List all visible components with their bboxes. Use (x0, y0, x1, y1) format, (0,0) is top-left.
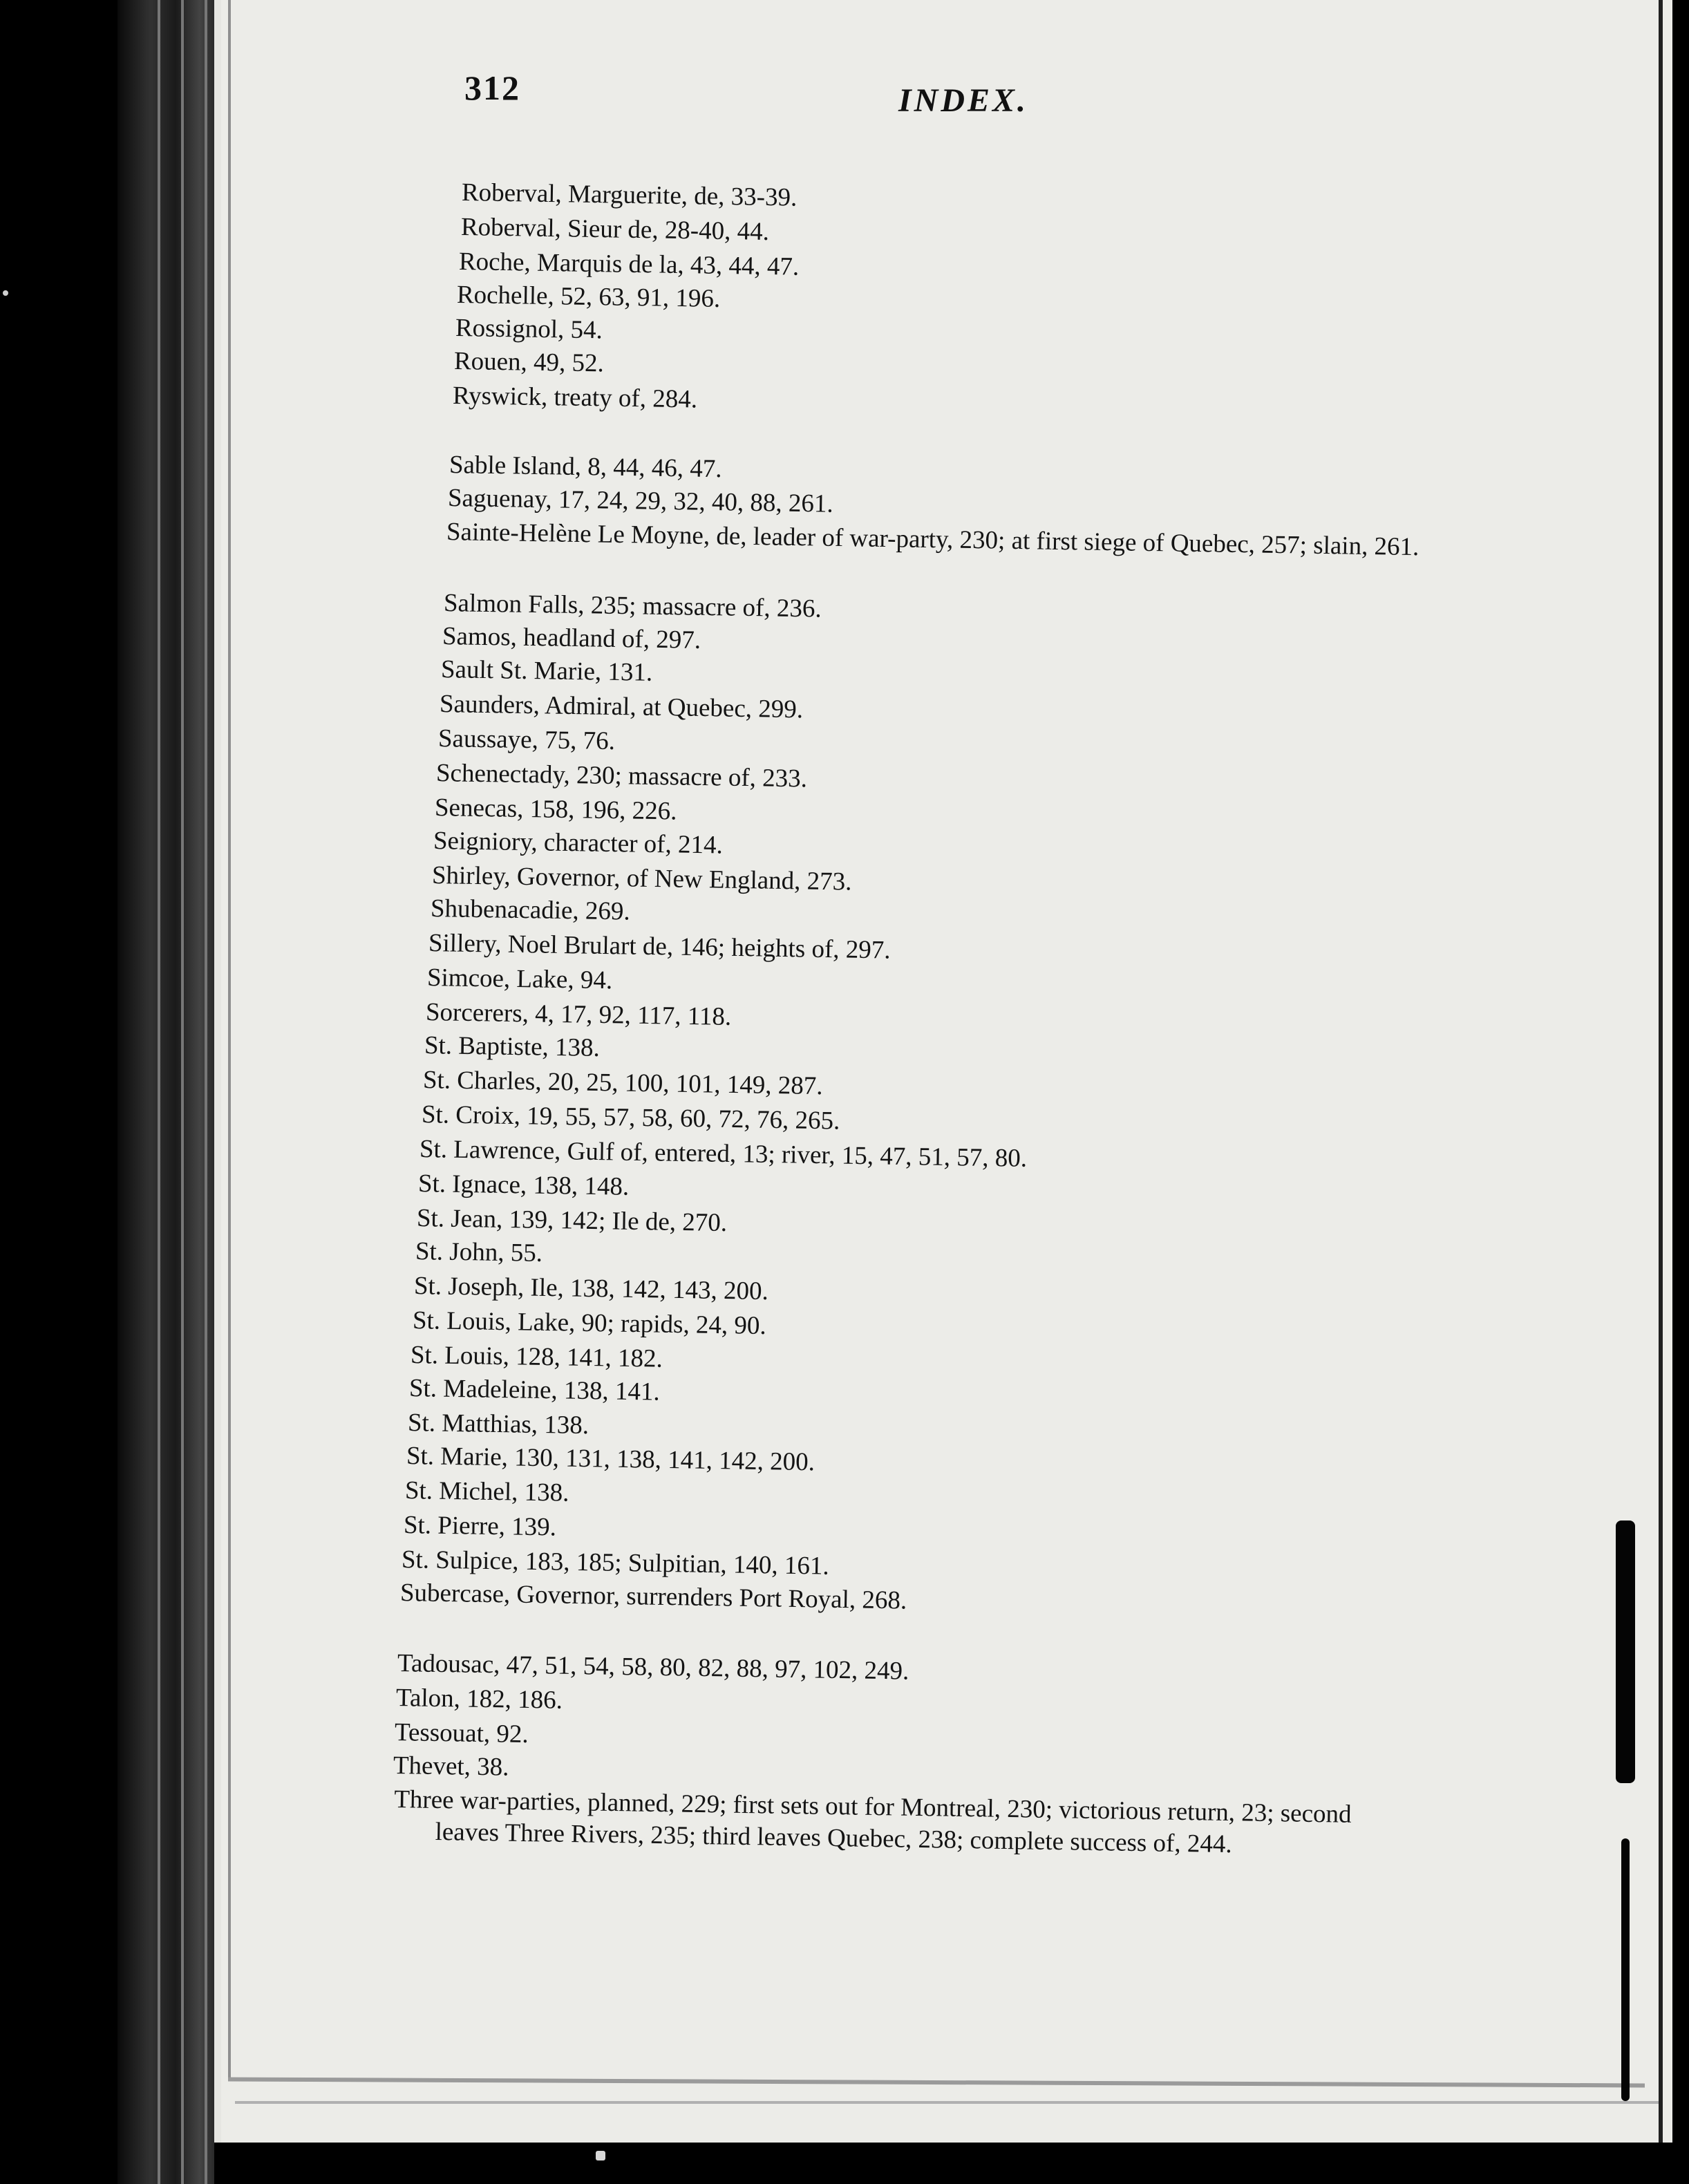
index-entry: Shubenacadie, 269. (430, 894, 631, 926)
index-entry: St. Lawrence, Gulf of, entered, 13; river, 15, 47, 51, 57, 80. (419, 1135, 1028, 1173)
index-entry: Simcoe, Lake, 94. (426, 963, 613, 995)
index-entry: Roche, Marquis de la, 43, 44, 47. (458, 247, 800, 281)
index-entry: Rochelle, 52, 63, 91, 196. (456, 281, 721, 313)
index-entry: Saunders, Admiral, at Quebec, 299. (439, 690, 804, 724)
index-entry: Sorcerers, 4, 17, 92, 117, 118. (425, 998, 732, 1031)
index-entry: Sault St. Marie, 131. (440, 655, 653, 687)
index-entry: St. Sulpice, 183, 185; Sulpitian, 140, 161. (401, 1545, 830, 1581)
index-entry: Talon, 182, 186. (395, 1684, 563, 1715)
index-entry: Sable Island, 8, 44, 46, 47. (449, 451, 722, 484)
index-entry: Rouen, 49, 52. (453, 347, 605, 378)
index-entry: Three war-parties, planned, 229; first sets out for Montreal, 230; victorious return, 23; second leaves Three Rivers, 235; third leaves Quebec, 238; complete success of, 244. (394, 1785, 1352, 1859)
index-entry: Tadousac, 47, 51, 54, 58, 80, 82, 88, 97, 102, 249. (397, 1649, 909, 1686)
index-entry: St. Baptiste, 138. (424, 1031, 601, 1062)
index-entry: Samos, headland of, 297. (442, 622, 701, 655)
index-entry: St. Louis, 128, 141, 182. (410, 1341, 663, 1373)
index-entry: Seigniory, character of, 214. (433, 827, 724, 860)
index-entry: St. Louis, Lake, 90; rapids, 24, 90. (412, 1306, 767, 1341)
index-entry: St. Ignace, 138, 148. (417, 1169, 630, 1201)
index-entry: Thevet, 38. (393, 1751, 509, 1782)
index-entry: Roberval, Sieur de, 28-40, 44. (460, 213, 770, 247)
index-entry: Sainte-Helène Le Moyne, de, leader of war-party, 230; at first siege of Quebec, 257; slain, 261. (446, 518, 1419, 562)
index-entry: Sillery, Noel Brulart de, 146; heights of, 297. (428, 929, 891, 965)
index-entry: St. Charles, 20, 25, 100, 101, 149, 287. (422, 1066, 823, 1101)
index-entry: Shirley, Governor, of New England, 273. (431, 861, 852, 896)
index-entry: St. Croix, 19, 55, 57, 58, 60, 72, 76, 265. (421, 1100, 840, 1136)
index-entry: Ryswick, treaty of, 284. (452, 382, 698, 414)
index-entry: St. Joseph, Ile, 138, 142, 143, 200. (413, 1272, 769, 1306)
index-entry: St. Matthias, 138. (407, 1409, 589, 1440)
index-entry: Senecas, 158, 196, 226. (434, 793, 677, 826)
index-entry: Saussaye, 75, 76. (437, 724, 616, 756)
page-title: INDEX. (898, 82, 1029, 119)
index-entry: St. Jean, 139, 142; Ile de, 270. (416, 1204, 728, 1238)
index-entry: St. Madeleine, 138, 141. (408, 1374, 661, 1406)
index-entry: Roberval, Marguerite, de, 33-39. (461, 178, 798, 212)
index-entry: St. John, 55. (415, 1237, 543, 1268)
page-number: 312 (464, 68, 520, 107)
index-entry: St. Michel, 138. (404, 1476, 569, 1507)
index-entry: Tessouat, 92. (394, 1718, 529, 1749)
index-entry: St. Pierre, 139. (403, 1511, 557, 1542)
index-entry: Salmon Falls, 235; massacre of, 236. (443, 589, 822, 623)
index-entry: Rossignol, 54. (455, 314, 603, 345)
index-entry: St. Marie, 130, 131, 138, 141, 142, 200. (406, 1442, 815, 1477)
index-entry: Schenectady, 230; massacre of, 233. (435, 759, 808, 793)
index-entry: Saguenay, 17, 24, 29, 32, 40, 88, 261. (447, 484, 833, 518)
index-entry: Subercase, Governor, surrenders Port Royal, 268. (399, 1579, 907, 1615)
